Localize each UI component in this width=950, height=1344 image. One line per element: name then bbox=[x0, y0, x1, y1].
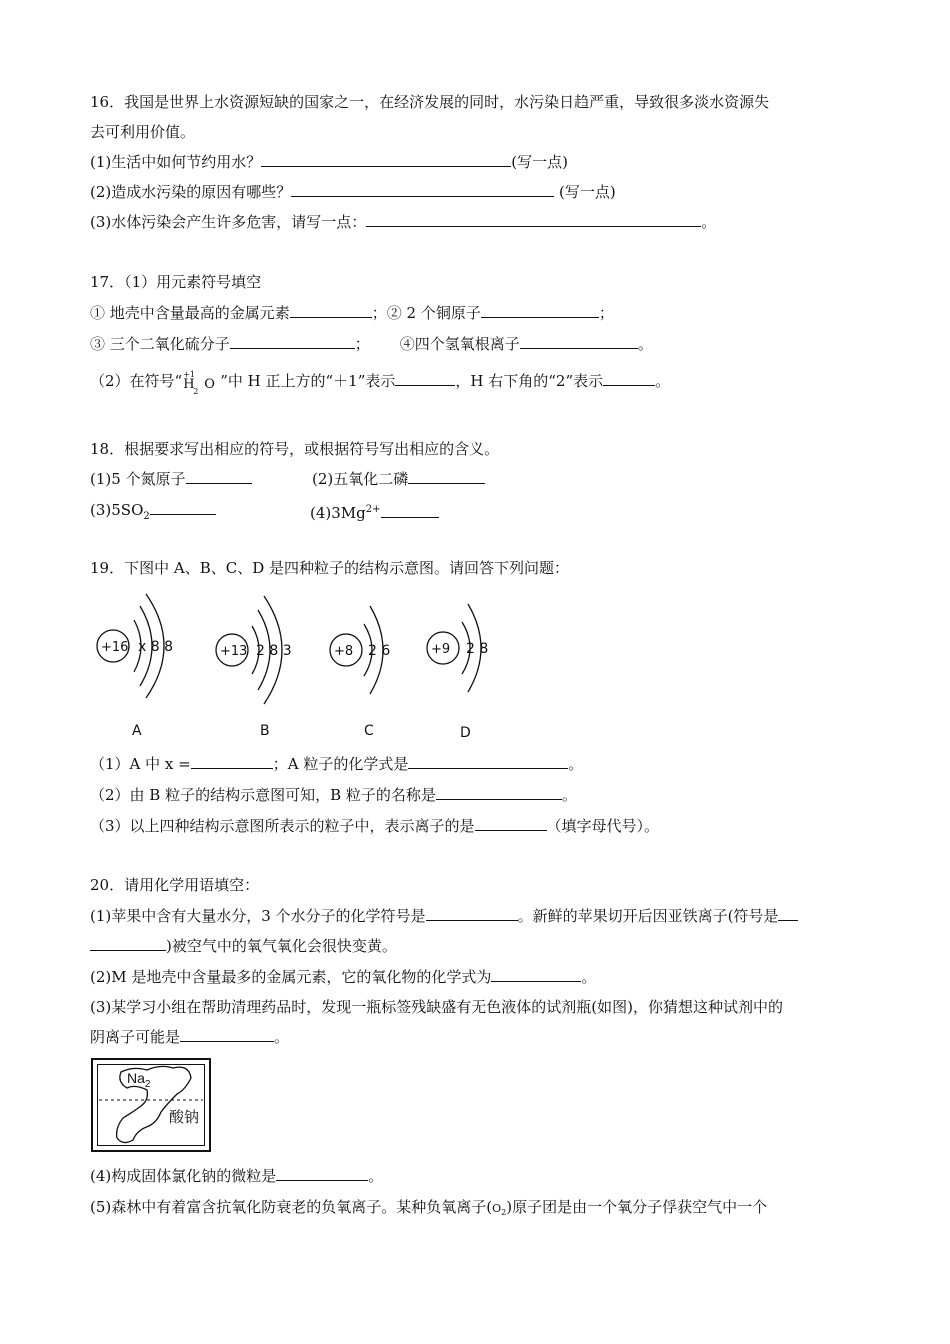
q17-line2-text2: ④四个氢氧根离子 bbox=[399, 335, 520, 353]
q20-part1-text: (1)苹果中含有大量水分，3 个水分子的化学符号是 bbox=[90, 907, 426, 925]
q17-line3 bbox=[90, 370, 671, 396]
q16-part2-text: (2)造成水污染的原因有哪些？ bbox=[90, 183, 292, 201]
q18-part2 bbox=[312, 468, 485, 490]
q20-part1-cont bbox=[90, 935, 397, 957]
atom-a-label: A bbox=[132, 723, 142, 739]
answer-blank[interactable] bbox=[261, 151, 511, 167]
q20-part3-cont bbox=[90, 1026, 289, 1048]
q17-line2 bbox=[90, 333, 653, 355]
answer-blank[interactable] bbox=[180, 1026, 274, 1042]
q19-part2-text: （2）由 B 粒子的结构示意图可知，B 粒子的名称是 bbox=[90, 786, 436, 804]
answer-blank[interactable] bbox=[230, 333, 355, 349]
answer-blank[interactable] bbox=[603, 370, 655, 386]
q16-part3-text: (3)水体污染会产生许多危害，请写一点： bbox=[90, 213, 367, 231]
q16-part3-end: 。 bbox=[701, 213, 717, 231]
q17-line1-end: ； bbox=[598, 304, 614, 322]
atom-a-electrons: x 8 8 bbox=[138, 639, 173, 655]
atom-d-nucleus: +9 bbox=[431, 642, 451, 657]
q18-part3-text: (3)5SO bbox=[90, 501, 144, 519]
q16-part1-note: (写一点) bbox=[511, 153, 568, 171]
q18-stem: 18．根据要求写出相应的符号，或根据符号写出相应的含义。 bbox=[90, 440, 500, 458]
h2o-symbol bbox=[182, 370, 220, 396]
q16-part3 bbox=[90, 211, 716, 233]
q18-part2-text: (2)五氧化二磷 bbox=[312, 470, 409, 488]
q17-line1-text: ① 地壳中含量最高的金属元素 bbox=[90, 304, 290, 322]
answer-blank[interactable] bbox=[90, 935, 166, 951]
q20-part3: (3)某学习小组在帮助清理药品时，发现一瓶标签残缺盛有无色液体的试剂瓶(如图)，你猜想这种试剂中的 bbox=[90, 998, 783, 1016]
q17-line1-mid: ；② 2 个铜原子 bbox=[371, 304, 481, 322]
q18-part4 bbox=[310, 499, 439, 524]
answer-blank[interactable] bbox=[426, 905, 518, 921]
label-na-text bbox=[127, 1070, 150, 1090]
q20-part1-mid: 。新鲜的苹果切开后因亚铁离子(符号是 bbox=[517, 907, 779, 925]
q20-part4-text: (4)构成固体氯化钠的微粒是 bbox=[90, 1167, 277, 1185]
atom-structure-diagram bbox=[90, 590, 510, 740]
o2-minus-symbol bbox=[492, 1202, 507, 1218]
answer-blank[interactable] bbox=[381, 502, 439, 518]
answer-blank[interactable] bbox=[191, 753, 273, 769]
answer-blank[interactable] bbox=[186, 468, 252, 484]
atom-c-electrons: 2 6 bbox=[368, 643, 391, 659]
q17-line2-end: 。 bbox=[637, 335, 653, 353]
q19-part3 bbox=[90, 815, 659, 837]
q20-part5-text: (5)森林中有着富含抗氧化防衰老的负氧离子。某种负氧离子( bbox=[90, 1198, 493, 1216]
q17-line3-text: （2）在符号“ bbox=[90, 372, 183, 390]
q20-stem: 20．请用化学用语填空： bbox=[90, 876, 260, 894]
atom-a-nucleus: +16 bbox=[101, 640, 129, 655]
answer-blank[interactable] bbox=[276, 1165, 368, 1181]
q17-line2-sep: ； bbox=[354, 335, 370, 353]
q18-part4-text: (4)3Mg bbox=[310, 504, 366, 522]
q17-line1 bbox=[90, 302, 614, 324]
atom-b-label: B bbox=[260, 723, 270, 739]
answer-blank[interactable] bbox=[290, 302, 372, 318]
q17-line3-mid2: ，H 右下角的“2”表示 bbox=[455, 372, 604, 390]
answer-blank[interactable] bbox=[408, 753, 568, 769]
q17-line3-end: 。 bbox=[655, 372, 671, 390]
label-na: Na bbox=[127, 1070, 145, 1086]
atom-d-electrons: 2 8 bbox=[466, 641, 489, 657]
q19-part2-end: 。 bbox=[561, 786, 577, 804]
q20-part4 bbox=[90, 1165, 383, 1187]
q19-part1 bbox=[90, 753, 583, 775]
q20-part2-text: (2)M 是地壳中含量最多的金属元素，它的氧化物的化学式为 bbox=[90, 968, 492, 986]
atom-b-nucleus: +13 bbox=[220, 644, 248, 659]
answer-blank[interactable] bbox=[778, 905, 798, 921]
answer-blank[interactable] bbox=[491, 966, 581, 982]
torn-label-outline bbox=[93, 1060, 209, 1150]
q19-part1-text: （1）A 中 x = bbox=[90, 755, 191, 773]
q19-part1-end: 。 bbox=[568, 755, 584, 773]
atom-c-label: C bbox=[364, 723, 374, 739]
q17-line3-mid: ”中 H 正上方的“＋1”表示 bbox=[220, 372, 396, 390]
q20-part5-rest: )原子团是由一个氧分子俘获空气中一个 bbox=[506, 1198, 768, 1216]
q20-part3-text: 阴离子可能是 bbox=[90, 1028, 181, 1046]
q17-line2-text: ③ 三个二氧化硫分子 bbox=[90, 335, 230, 353]
q20-part4-end: 。 bbox=[368, 1167, 384, 1185]
h2o-sup: +1 bbox=[183, 370, 196, 379]
q19-part2 bbox=[90, 784, 577, 806]
atom-b-electrons: 2 8 3 bbox=[256, 643, 292, 659]
answer-blank[interactable] bbox=[408, 468, 485, 484]
atom-d-label: D bbox=[460, 725, 471, 740]
q16-part2 bbox=[90, 181, 616, 203]
answer-blank[interactable] bbox=[291, 181, 554, 197]
answer-blank[interactable] bbox=[436, 784, 562, 800]
q17-title: 17．（1）用元素符号填空 bbox=[90, 273, 262, 291]
answer-blank[interactable] bbox=[150, 499, 216, 515]
o2-sub: 2 bbox=[501, 1208, 507, 1218]
q20-part2 bbox=[90, 966, 596, 988]
q18-part3 bbox=[90, 499, 216, 528]
q16-stem-line2: 去可利用价值。 bbox=[90, 123, 196, 141]
q18-part3-sub: 2 bbox=[143, 511, 150, 522]
q16-stem-line1: 16．我国是世界上水资源短缺的国家之一，在经济发展的同时，水污染日趋严重，导致很多淡水资源失 bbox=[90, 93, 770, 111]
answer-blank[interactable] bbox=[395, 370, 455, 386]
q18-part4-sup: 2+ bbox=[365, 504, 381, 515]
q20-part3-end: 。 bbox=[274, 1028, 290, 1046]
q18-part1-text: (1)5 个氮原子 bbox=[90, 470, 186, 488]
q20-part2-end: 。 bbox=[581, 968, 597, 986]
q19-part1-mid: ；A 粒子的化学式是 bbox=[272, 755, 409, 773]
label-na-sub: 2 bbox=[144, 1078, 151, 1090]
q19-stem: 19．下图中 A、B、C、D 是四种粒子的结构示意图。请回答下列问题： bbox=[90, 559, 569, 577]
atom-c-nucleus: +8 bbox=[334, 644, 354, 659]
answer-blank[interactable] bbox=[475, 815, 547, 831]
q20-part5 bbox=[90, 1196, 767, 1224]
label-suffix: 酸钠 bbox=[169, 1108, 200, 1126]
q19-part3-end: （填字母代号）。 bbox=[546, 817, 660, 835]
q18-part1 bbox=[90, 468, 252, 490]
h2o-sub: 2 bbox=[193, 387, 199, 396]
q20-part1-end: )被空气中的氧气氧化会很快变黄。 bbox=[166, 937, 397, 955]
q16-part1-text: (1)生活中如何节约用水？ bbox=[90, 153, 262, 171]
h2o-o: O bbox=[204, 377, 215, 392]
answer-blank[interactable] bbox=[520, 333, 638, 349]
reagent-label-figure bbox=[91, 1058, 211, 1152]
q19-part3-text: （3）以上四种结构示意图所表示的粒子中，表示离子的是 bbox=[90, 817, 475, 835]
q20-part1 bbox=[90, 905, 798, 927]
answer-blank[interactable] bbox=[481, 302, 599, 318]
o2-o: O bbox=[492, 1202, 502, 1215]
h2o-h: H bbox=[183, 377, 195, 392]
answer-blank[interactable] bbox=[366, 211, 701, 227]
q16-part1 bbox=[90, 151, 568, 173]
q16-part2-note: (写一点) bbox=[554, 183, 616, 201]
